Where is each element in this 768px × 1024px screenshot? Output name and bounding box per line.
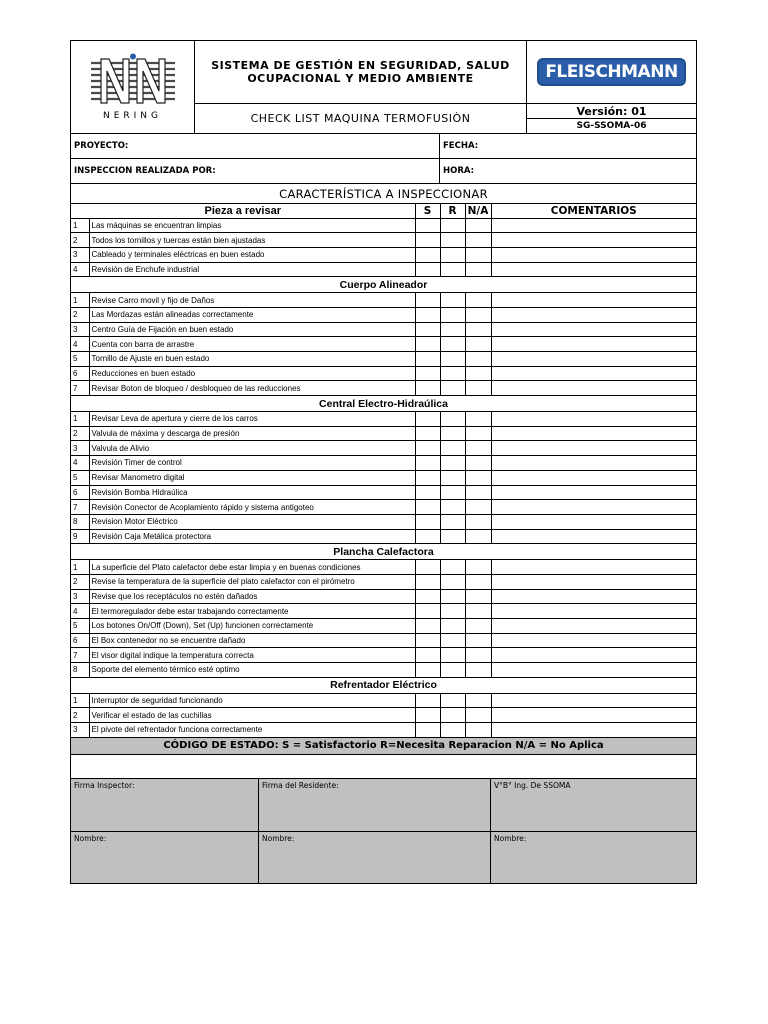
status-na-cell[interactable] — [465, 456, 491, 471]
item-number: 1 — [71, 560, 89, 575]
status-na-cell[interactable] — [465, 366, 491, 381]
status-r-cell[interactable] — [440, 441, 465, 456]
item-number: 1 — [71, 693, 89, 708]
status-s-cell[interactable] — [415, 514, 440, 529]
item-number: 7 — [71, 381, 89, 396]
ssoma-name-field[interactable]: Nombre: — [491, 832, 696, 883]
status-r-cell[interactable] — [440, 218, 465, 233]
status-r-cell[interactable] — [440, 663, 465, 678]
item-number: 8 — [71, 663, 89, 678]
status-s-cell[interactable] — [415, 412, 440, 427]
checklist-row — [71, 247, 696, 262]
checklist-row — [71, 648, 696, 663]
status-s-cell[interactable] — [415, 262, 440, 277]
checklist-row — [71, 322, 696, 337]
status-s-cell[interactable] — [415, 247, 440, 262]
inspected-by-field[interactable]: INSPECCION REALIZADA POR: — [71, 159, 440, 183]
status-s-cell[interactable] — [415, 723, 440, 738]
status-na-cell[interactable] — [465, 648, 491, 663]
item-number: 6 — [71, 633, 89, 648]
item-number: 6 — [71, 366, 89, 381]
status-s-cell[interactable] — [415, 470, 440, 485]
item-description: Tornillo de Ajuste en buen estado — [89, 352, 415, 367]
status-s-cell[interactable] — [415, 426, 440, 441]
status-s-cell[interactable] — [415, 366, 440, 381]
item-number: 2 — [71, 574, 89, 589]
status-r-cell[interactable] — [440, 381, 465, 396]
comment-cell[interactable] — [491, 470, 696, 485]
inspector-row — [71, 159, 696, 184]
header-meta — [527, 41, 696, 133]
table-header-row — [71, 204, 696, 218]
status-s-cell[interactable] — [415, 529, 440, 544]
item-description: El termoregulador debe estar trabajando correctamente — [89, 604, 415, 619]
brand-logo — [527, 41, 696, 104]
signature-row — [71, 779, 696, 831]
comment-cell[interactable] — [491, 619, 696, 634]
name-row — [71, 831, 696, 883]
checklist-row — [71, 619, 696, 634]
group-header-row — [71, 677, 696, 693]
comment-cell[interactable] — [491, 485, 696, 500]
checklist-row — [71, 470, 696, 485]
status-na-cell[interactable] — [465, 529, 491, 544]
item-description: Los botones On/Off (Down), Set (Up) funcionen correctamente — [89, 619, 415, 634]
blank-row — [71, 755, 696, 779]
resident-signature-field[interactable]: Firma del Residente: — [259, 779, 491, 831]
checklist-row — [71, 218, 696, 233]
status-na-cell[interactable] — [465, 723, 491, 738]
status-na-cell[interactable] — [465, 514, 491, 529]
status-s-cell[interactable] — [415, 708, 440, 723]
status-na-cell[interactable] — [465, 500, 491, 515]
comment-cell[interactable] — [491, 441, 696, 456]
checklist-row — [71, 381, 696, 396]
column-header-na: N/A — [465, 204, 491, 218]
item-number: 3 — [71, 247, 89, 262]
status-na-cell[interactable] — [465, 485, 491, 500]
item-number: 3 — [71, 322, 89, 337]
checklist-row — [71, 262, 696, 277]
item-description: El pivote del refrentador funciona correctamente — [89, 723, 415, 738]
fleischmann-logo: FLEISCHMANN — [537, 58, 685, 86]
comment-cell[interactable] — [491, 723, 696, 738]
nering-logo-icon — [87, 53, 179, 109]
status-na-cell[interactable] — [465, 574, 491, 589]
comment-cell[interactable] — [491, 693, 696, 708]
group-title: Refrentador Eléctrico — [71, 677, 696, 693]
group-title: Central Electro-Hidraúlica — [71, 396, 696, 412]
status-r-cell[interactable] — [440, 307, 465, 322]
status-na-cell[interactable] — [465, 233, 491, 248]
comment-cell[interactable] — [491, 218, 696, 233]
item-description: Revisión Bomba Hidraúlica — [89, 485, 415, 500]
status-r-cell[interactable] — [440, 514, 465, 529]
comment-cell[interactable] — [491, 262, 696, 277]
status-r-cell[interactable] — [440, 233, 465, 248]
item-description: Cuenta con barra de arrastre — [89, 337, 415, 352]
system-title: SISTEMA DE GESTIÓN EN SEGURIDAD, SALUD OCUPACIONAL Y MEDIO AMBIENTE — [195, 41, 526, 104]
status-s-cell[interactable] — [415, 560, 440, 575]
item-description: Centro Guía de Fijación en buen estado — [89, 322, 415, 337]
status-s-cell[interactable] — [415, 456, 440, 471]
group-title: Plancha Calefactora — [71, 544, 696, 560]
item-number: 3 — [71, 723, 89, 738]
checklist-row — [71, 426, 696, 441]
status-na-cell[interactable] — [465, 708, 491, 723]
item-description: Revisión Caja Metálica protectora — [89, 529, 415, 544]
status-na-cell[interactable] — [465, 322, 491, 337]
item-number: 4 — [71, 604, 89, 619]
comment-cell[interactable] — [491, 426, 696, 441]
item-number: 8 — [71, 514, 89, 529]
comment-cell[interactable] — [491, 529, 696, 544]
status-r-cell[interactable] — [440, 366, 465, 381]
status-r-cell[interactable] — [440, 293, 465, 308]
comment-cell[interactable] — [491, 293, 696, 308]
status-na-cell[interactable] — [465, 381, 491, 396]
project-field[interactable]: PROYECTO: — [71, 134, 440, 158]
status-s-cell[interactable] — [415, 322, 440, 337]
status-r-cell[interactable] — [440, 560, 465, 575]
status-r-cell[interactable] — [440, 485, 465, 500]
status-na-cell[interactable] — [465, 293, 491, 308]
comment-cell[interactable] — [491, 381, 696, 396]
item-description: La superficie del Plato calefactor debe estar limpia y en buenas condiciones — [89, 560, 415, 575]
item-number: 5 — [71, 470, 89, 485]
status-na-cell[interactable] — [465, 337, 491, 352]
checklist-row — [71, 723, 696, 738]
status-na-cell[interactable] — [465, 633, 491, 648]
status-code-legend: CÓDIGO DE ESTADO: S = Satisfactorio R=Necesita Reparacion N/A = No Aplica — [71, 738, 696, 755]
item-number: 6 — [71, 485, 89, 500]
resident-name-field[interactable]: Nombre: — [259, 832, 491, 883]
item-description: Revisión Conector de Acoplamiento rápido y sistema antigoteo — [89, 500, 415, 515]
item-description: El visor digital indique la temperatura correcta — [89, 648, 415, 663]
comment-cell[interactable] — [491, 604, 696, 619]
checklist-row — [71, 293, 696, 308]
item-number: 1 — [71, 412, 89, 427]
item-description: Revisar Manometro digital — [89, 470, 415, 485]
section-title: CARACTERÍSTICA A INSPECCIONAR — [71, 184, 696, 204]
status-r-cell[interactable] — [440, 529, 465, 544]
status-na-cell[interactable] — [465, 589, 491, 604]
comment-cell[interactable] — [491, 247, 696, 262]
status-r-cell[interactable] — [440, 708, 465, 723]
checklist-row — [71, 366, 696, 381]
item-description: Interruptor de seguridad funcionando — [89, 693, 415, 708]
header-titles — [195, 41, 527, 133]
item-description: Valvula de máxima y descarga de presión — [89, 426, 415, 441]
column-header-s: S — [415, 204, 440, 218]
checklist-row — [71, 529, 696, 544]
checklist-row — [71, 233, 696, 248]
item-description: Revisar Leva de apertura y cierre de los carros — [89, 412, 415, 427]
checklist-row — [71, 456, 696, 471]
comment-cell[interactable] — [491, 366, 696, 381]
column-header-piece: Pieza a revisar — [71, 204, 415, 218]
status-na-cell[interactable] — [465, 352, 491, 367]
comment-cell[interactable] — [491, 663, 696, 678]
status-na-cell[interactable] — [465, 412, 491, 427]
checklist-row — [71, 352, 696, 367]
comment-cell[interactable] — [491, 633, 696, 648]
status-s-cell[interactable] — [415, 293, 440, 308]
comment-cell[interactable] — [491, 514, 696, 529]
comment-cell[interactable] — [491, 307, 696, 322]
document-code: SG-SSOMA-06 — [576, 121, 647, 131]
status-r-cell[interactable] — [440, 648, 465, 663]
status-na-cell[interactable] — [465, 693, 491, 708]
status-s-cell[interactable] — [415, 604, 440, 619]
status-s-cell[interactable] — [415, 352, 440, 367]
status-s-cell[interactable] — [415, 619, 440, 634]
column-header-r: R — [440, 204, 465, 218]
item-number: 2 — [71, 426, 89, 441]
status-na-cell[interactable] — [465, 470, 491, 485]
checklist-row — [71, 307, 696, 322]
status-na-cell[interactable] — [465, 307, 491, 322]
checklist-row — [71, 604, 696, 619]
status-s-cell[interactable] — [415, 233, 440, 248]
status-na-cell[interactable] — [465, 619, 491, 634]
checklist-row — [71, 693, 696, 708]
status-r-cell[interactable] — [440, 337, 465, 352]
item-description: Todos los tornillos y tuercas están bien ajustadas — [89, 233, 415, 248]
status-r-cell[interactable] — [440, 574, 465, 589]
item-description: Revise la temperatura de la superficie del plato calefactor con el pirómetro — [89, 574, 415, 589]
status-r-cell[interactable] — [440, 604, 465, 619]
comment-cell[interactable] — [491, 322, 696, 337]
group-header-row — [71, 277, 696, 293]
status-s-cell[interactable] — [415, 693, 440, 708]
item-description: Soporte del elemento térmico esté optimo — [89, 663, 415, 678]
comment-cell[interactable] — [491, 352, 696, 367]
status-r-cell[interactable] — [440, 693, 465, 708]
status-r-cell[interactable] — [440, 500, 465, 515]
checklist-row — [71, 574, 696, 589]
item-description: Revisión Timer de control — [89, 456, 415, 471]
date-field[interactable]: FECHA: — [443, 141, 479, 151]
status-s-cell[interactable] — [415, 337, 440, 352]
status-r-cell[interactable] — [440, 352, 465, 367]
item-number: 4 — [71, 456, 89, 471]
checklist-table — [71, 204, 696, 738]
ssoma-approval-field[interactable]: V°B° Ing. De SSOMA — [491, 779, 696, 831]
item-number: 9 — [71, 529, 89, 544]
item-number: 7 — [71, 500, 89, 515]
time-field[interactable]: HORA: — [443, 166, 475, 176]
comment-cell[interactable] — [491, 708, 696, 723]
status-r-cell[interactable] — [440, 247, 465, 262]
item-number: 1 — [71, 218, 89, 233]
item-number: 4 — [71, 337, 89, 352]
item-number: 4 — [71, 262, 89, 277]
item-number: 7 — [71, 648, 89, 663]
status-s-cell[interactable] — [415, 485, 440, 500]
status-s-cell[interactable] — [415, 381, 440, 396]
item-description: Revisar Boton de bloqueo / desbloqueo de las reducciones — [89, 381, 415, 396]
item-description: Las Mordazas están alineadas correctamente — [89, 307, 415, 322]
checklist-row — [71, 337, 696, 352]
comment-cell[interactable] — [491, 589, 696, 604]
item-description: El Box contenedor no se encuentre dañado — [89, 633, 415, 648]
item-description: Revise que los receptáculos no estén dañados — [89, 589, 415, 604]
inspector-signature-field[interactable]: Firma Inspector: — [71, 779, 259, 831]
status-na-cell[interactable] — [465, 426, 491, 441]
item-number: 5 — [71, 352, 89, 367]
item-number: 3 — [71, 589, 89, 604]
nering-logo — [71, 41, 195, 133]
checklist-row — [71, 412, 696, 427]
version-label: Versión: 01 — [527, 104, 696, 119]
group-header-row — [71, 396, 696, 412]
status-r-cell[interactable] — [440, 619, 465, 634]
status-s-cell[interactable] — [415, 633, 440, 648]
checklist-row — [71, 663, 696, 678]
status-na-cell[interactable] — [465, 560, 491, 575]
item-number: 5 — [71, 619, 89, 634]
status-r-cell[interactable] — [440, 426, 465, 441]
checklist-row — [71, 485, 696, 500]
status-s-cell[interactable] — [415, 441, 440, 456]
project-row — [71, 134, 696, 159]
checklist-row — [71, 633, 696, 648]
item-description: Reducciones en buen estado — [89, 366, 415, 381]
status-r-cell[interactable] — [440, 589, 465, 604]
document-title: CHECK LIST MAQUINA TERMOFUSIÒN — [250, 112, 471, 125]
status-na-cell[interactable] — [465, 604, 491, 619]
status-na-cell[interactable] — [465, 441, 491, 456]
status-s-cell[interactable] — [415, 663, 440, 678]
status-s-cell[interactable] — [415, 648, 440, 663]
comment-cell[interactable] — [491, 233, 696, 248]
column-header-comments: COMENTARIOS — [491, 204, 696, 218]
status-na-cell[interactable] — [465, 262, 491, 277]
checklist-row — [71, 589, 696, 604]
item-description: Revise Carro movil y fijo de Daños — [89, 293, 415, 308]
status-s-cell[interactable] — [415, 307, 440, 322]
item-description: Revision Motor Eléctrico — [89, 514, 415, 529]
status-na-cell[interactable] — [465, 247, 491, 262]
checklist-row — [71, 514, 696, 529]
status-r-cell[interactable] — [440, 633, 465, 648]
checklist-row — [71, 500, 696, 515]
status-r-cell[interactable] — [440, 262, 465, 277]
item-description: Revisión de Enchufe industrial — [89, 262, 415, 277]
item-number: 1 — [71, 293, 89, 308]
item-number: 2 — [71, 307, 89, 322]
status-r-cell[interactable] — [440, 470, 465, 485]
comment-cell[interactable] — [491, 337, 696, 352]
item-number: 2 — [71, 708, 89, 723]
comment-cell[interactable] — [491, 560, 696, 575]
checklist-row — [71, 708, 696, 723]
status-na-cell[interactable] — [465, 663, 491, 678]
inspector-name-field[interactable]: Nombre: — [71, 832, 259, 883]
item-description: Las máquinas se encuentran limpias — [89, 218, 415, 233]
status-r-cell[interactable] — [440, 456, 465, 471]
status-r-cell[interactable] — [440, 322, 465, 337]
item-description: Cableado y terminales eléctricas en buen estado — [89, 247, 415, 262]
status-r-cell[interactable] — [440, 412, 465, 427]
document-header — [71, 41, 696, 134]
item-description: Valvula de Alivio — [89, 441, 415, 456]
status-s-cell[interactable] — [415, 500, 440, 515]
comment-cell[interactable] — [491, 574, 696, 589]
status-na-cell[interactable] — [465, 218, 491, 233]
status-r-cell[interactable] — [440, 723, 465, 738]
group-header-row — [71, 544, 696, 560]
comment-cell[interactable] — [491, 648, 696, 663]
status-s-cell[interactable] — [415, 218, 440, 233]
comment-cell[interactable] — [491, 456, 696, 471]
comment-cell[interactable] — [491, 500, 696, 515]
checklist-row — [71, 560, 696, 575]
status-s-cell[interactable] — [415, 574, 440, 589]
checklist-sheet — [70, 40, 697, 884]
comment-cell[interactable] — [491, 412, 696, 427]
status-s-cell[interactable] — [415, 589, 440, 604]
checklist-row — [71, 441, 696, 456]
item-number: 3 — [71, 441, 89, 456]
item-description: Verificar el estado de las cuchillas — [89, 708, 415, 723]
item-number: 2 — [71, 233, 89, 248]
group-title: Cuerpo Alineador — [71, 277, 696, 293]
nering-logo-text: NERING — [102, 111, 163, 121]
